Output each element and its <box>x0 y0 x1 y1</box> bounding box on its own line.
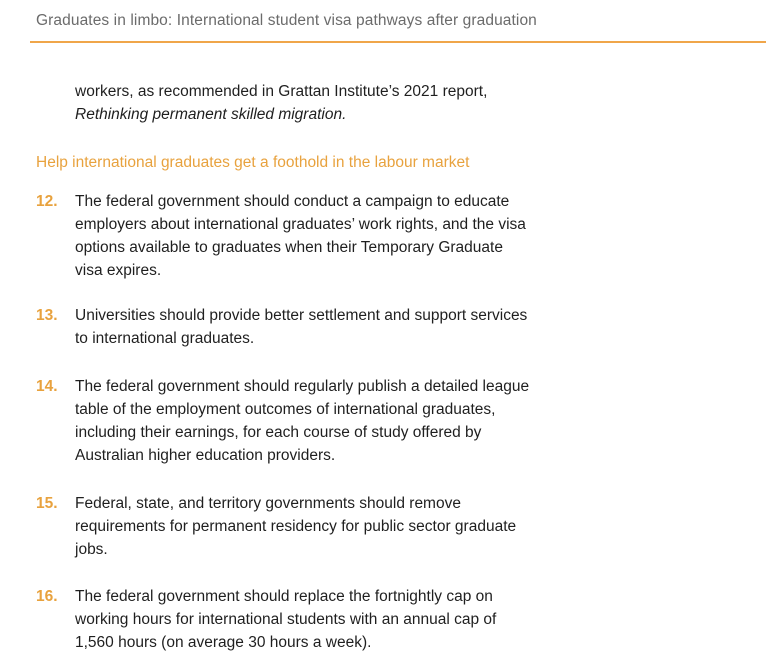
recommendation-number: 12. <box>36 193 58 210</box>
recommendation-number: 16. <box>36 588 58 605</box>
recommendation-line: options available to graduates when their Temporary Graduate <box>75 239 503 256</box>
header-rule <box>30 41 766 43</box>
recommendation-line: visa expires. <box>75 262 162 279</box>
recommendation-text <box>75 375 529 467</box>
intro-paragraph <box>75 80 635 126</box>
recommendation-line: 1,560 hours (on average 30 hours a week). <box>75 634 372 651</box>
recommendation-line: employers about international graduates’ work rights, and the visa <box>75 216 526 233</box>
intro-line: workers, as recommended in Grattan Institute’s 2021 report, <box>75 83 488 100</box>
recommendation-line: working hours for international students with an annual cap of <box>75 611 497 628</box>
running-header: Graduates in limbo: International student visa pathways after graduation <box>36 12 537 29</box>
recommendation-line: Federal, state, and territory governments should remove <box>75 495 461 512</box>
recommendation-line: The federal government should regularly publish a detailed league <box>75 378 530 395</box>
recommendation-line: table of the employment outcomes of international graduates, <box>75 401 496 418</box>
recommendation-line: to international graduates. <box>75 330 255 347</box>
recommendation-line: Australian higher education providers. <box>75 447 336 464</box>
section-heading: Help international graduates get a foothold in the labour market <box>36 154 470 171</box>
recommendation-number: 15. <box>36 495 58 512</box>
recommendation-text <box>75 492 516 561</box>
recommendation-line: including their earnings, for each course of study offered by <box>75 424 482 441</box>
report-title: Rethinking permanent skilled migration. <box>75 106 347 123</box>
recommendation-text <box>75 190 526 282</box>
recommendation-line: requirements for permanent residency for public sector graduate <box>75 518 517 535</box>
recommendation-number: 14. <box>36 378 58 395</box>
recommendation-line: The federal government should conduct a campaign to educate <box>75 193 510 210</box>
recommendation-line: jobs. <box>75 541 108 558</box>
recommendation-number: 13. <box>36 307 58 324</box>
recommendation-line: Universities should provide better settlement and support services <box>75 307 528 324</box>
recommendation-text <box>75 585 496 654</box>
recommendation-line: The federal government should replace the fortnightly cap on <box>75 588 493 605</box>
recommendation-text <box>75 304 527 350</box>
